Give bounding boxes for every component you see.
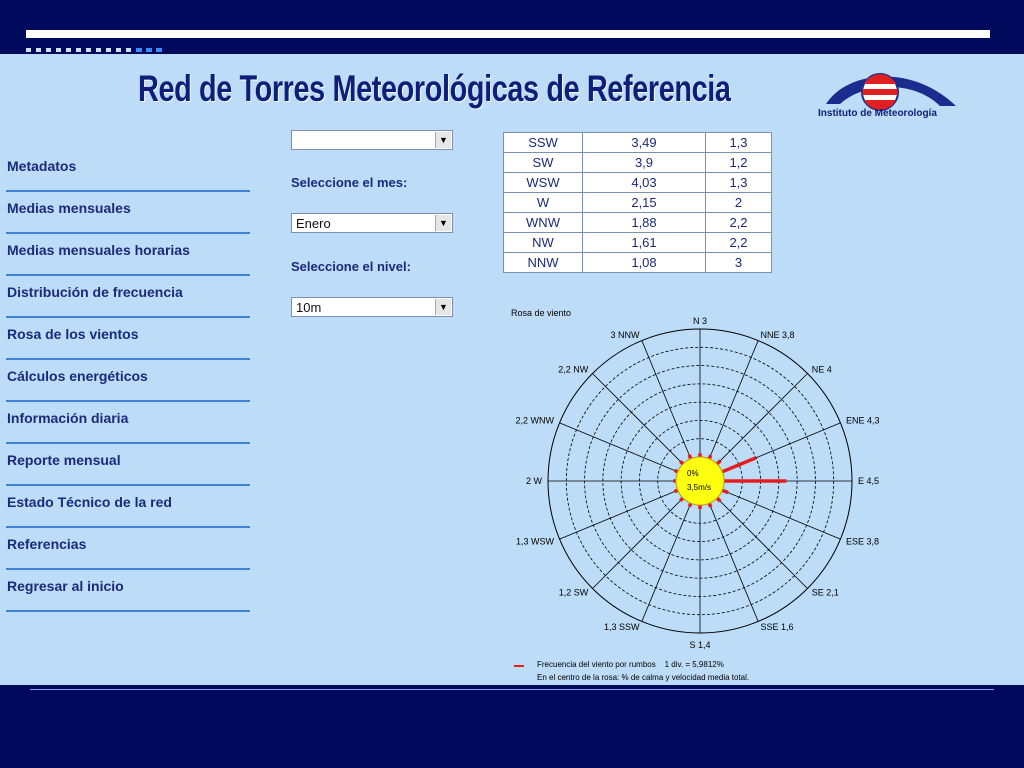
page-title: Red de Torres Meteorológicas de Referencia (138, 68, 731, 109)
rose-bar (709, 503, 711, 507)
rose-direction-label: SE 2,1 (811, 587, 839, 598)
table-cell: 1,08 (583, 253, 706, 273)
rose-bar (709, 455, 711, 459)
sidebar-item-metadatos[interactable] (6, 152, 250, 194)
table-cell: SW (504, 153, 583, 173)
rose-bar (722, 458, 755, 472)
rose-direction-label: 2 W (525, 476, 542, 486)
rose-direction-label: 2,2 NW (558, 364, 589, 375)
table-cell: NW (504, 233, 583, 253)
sidebar-item-referencias[interactable] (6, 530, 250, 572)
rose-bar (717, 498, 720, 501)
rose-direction-label: S 1,4 (689, 640, 711, 650)
rose-bar (680, 498, 683, 501)
table-cell: 2 (706, 193, 772, 213)
level-select-value: 10m (296, 300, 322, 315)
sidebar-item-medias-mensuales[interactable] (6, 194, 250, 236)
table-cell: W (504, 193, 583, 213)
table-cell: 1,3 (706, 173, 772, 193)
rose-direction-label: ESE 3,8 (845, 536, 880, 547)
rose-bar (717, 461, 720, 464)
rose-bar (722, 490, 728, 492)
sidebar-item-label: Medias mensuales horarias (7, 242, 190, 258)
wind-rose-title: Rosa de viento (511, 308, 572, 318)
sidebar-item-label: Cálculos energéticos (7, 368, 148, 384)
table-cell: WSW (504, 173, 583, 193)
rose-direction-label: 1,2 SW (558, 587, 589, 598)
table-cell: 2,2 (706, 213, 772, 233)
chevron-down-icon: ▼ (435, 132, 451, 148)
level-label: Seleccione el nivel: (291, 259, 411, 274)
legend-line-1: Frecuencia del viento por rumbos 1 div. = 5,9812% (537, 660, 724, 669)
sidebar-item-rosa-vientos[interactable] (6, 320, 250, 362)
sidebar-item-label: Rosa de los vientos (7, 326, 139, 342)
table-cell: 1,2 (706, 153, 772, 173)
sidebar-item-label: Distribución de frecuencia (7, 284, 183, 300)
table-row (504, 133, 772, 153)
sidebar-item-reporte-mensual[interactable] (6, 446, 250, 488)
rose-bar (689, 503, 690, 506)
app-panel (0, 54, 1024, 685)
sidebar-item-distribucion-frecuencia[interactable] (6, 278, 250, 320)
rose-direction-label: 2,2 WNW (515, 415, 555, 426)
rose-bar (674, 490, 677, 491)
table-cell: 1,3 (706, 133, 772, 153)
wind-rose (500, 304, 900, 684)
rose-direction-label: NE 4 (811, 364, 832, 375)
sidebar-item-estado-tecnico[interactable] (6, 488, 250, 530)
level-select[interactable] (291, 297, 453, 317)
chevron-down-icon: ▼ (435, 215, 451, 231)
table-row (504, 233, 772, 253)
top-rule (26, 30, 990, 38)
sidebar-item-medias-mensuales-horarias[interactable] (6, 236, 250, 278)
rose-bar (674, 470, 677, 471)
table-cell: NNW (504, 253, 583, 273)
table-cell: 1,61 (583, 233, 706, 253)
bottom-rule (30, 689, 994, 690)
rose-direction-label: ENE 4,3 (845, 415, 880, 426)
calm-center (676, 457, 724, 505)
table-cell: 3 (706, 253, 772, 273)
sidebar-item-regresar-inicio[interactable] (6, 572, 250, 614)
table-cell: 3,9 (583, 153, 706, 173)
table-cell: 2,15 (583, 193, 706, 213)
sidebar-item-informacion-diaria[interactable] (6, 404, 250, 446)
rose-direction-label: N 3 (692, 316, 708, 326)
month-select[interactable] (291, 213, 453, 233)
calm-percent: 0% (687, 469, 699, 478)
table-cell: 4,03 (583, 173, 706, 193)
sidebar-item-calculos-energeticos[interactable] (6, 362, 250, 404)
sidebar-item-label: Metadatos (7, 158, 77, 174)
table-row (504, 193, 772, 213)
logo-text: Instituto de Meteorología (818, 108, 937, 119)
table-cell: 1,88 (583, 213, 706, 233)
rose-bar (689, 455, 691, 459)
chevron-down-icon: ▼ (435, 299, 451, 315)
wind-direction-table (503, 132, 772, 273)
table-cell: 2,2 (706, 233, 772, 253)
rose-direction-label: NNE 3,8 (760, 330, 795, 341)
sidebar-nav (6, 152, 250, 614)
table-cell: WNW (504, 213, 583, 233)
sidebar-item-label: Regresar al inicio (7, 578, 124, 594)
month-label: Seleccione el mes: (291, 175, 408, 190)
rose-direction-label: 1,3 WSW (516, 536, 555, 547)
station-select[interactable] (291, 130, 453, 150)
sidebar-item-label: Información diaria (7, 410, 129, 426)
sidebar-item-label: Referencias (7, 536, 87, 552)
legend-line-2: En el centro de la rosa: % de calma y velocidad media total. (537, 673, 750, 682)
table-row (504, 213, 772, 233)
rose-direction-label: SSE 1,6 (760, 621, 794, 632)
table-row (504, 253, 772, 273)
table-row (504, 153, 772, 173)
month-select-value: Enero (296, 216, 331, 231)
table-cell: 3,49 (583, 133, 706, 153)
dotted-rule-accent (136, 48, 166, 52)
rose-direction-label: E 4,5 (858, 476, 880, 486)
rose-direction-label: 3 NNW (610, 330, 640, 341)
table-row (504, 173, 772, 193)
rose-direction-label: 1,3 SSW (604, 621, 640, 632)
mean-speed: 3,5m/s (687, 483, 712, 492)
rose-bar (680, 461, 683, 464)
sidebar-item-label: Medias mensuales (7, 200, 131, 216)
table-cell: SSW (504, 133, 583, 153)
sidebar-item-label: Reporte mensual (7, 452, 121, 468)
sidebar-item-label: Estado Técnico de la red (7, 494, 172, 510)
